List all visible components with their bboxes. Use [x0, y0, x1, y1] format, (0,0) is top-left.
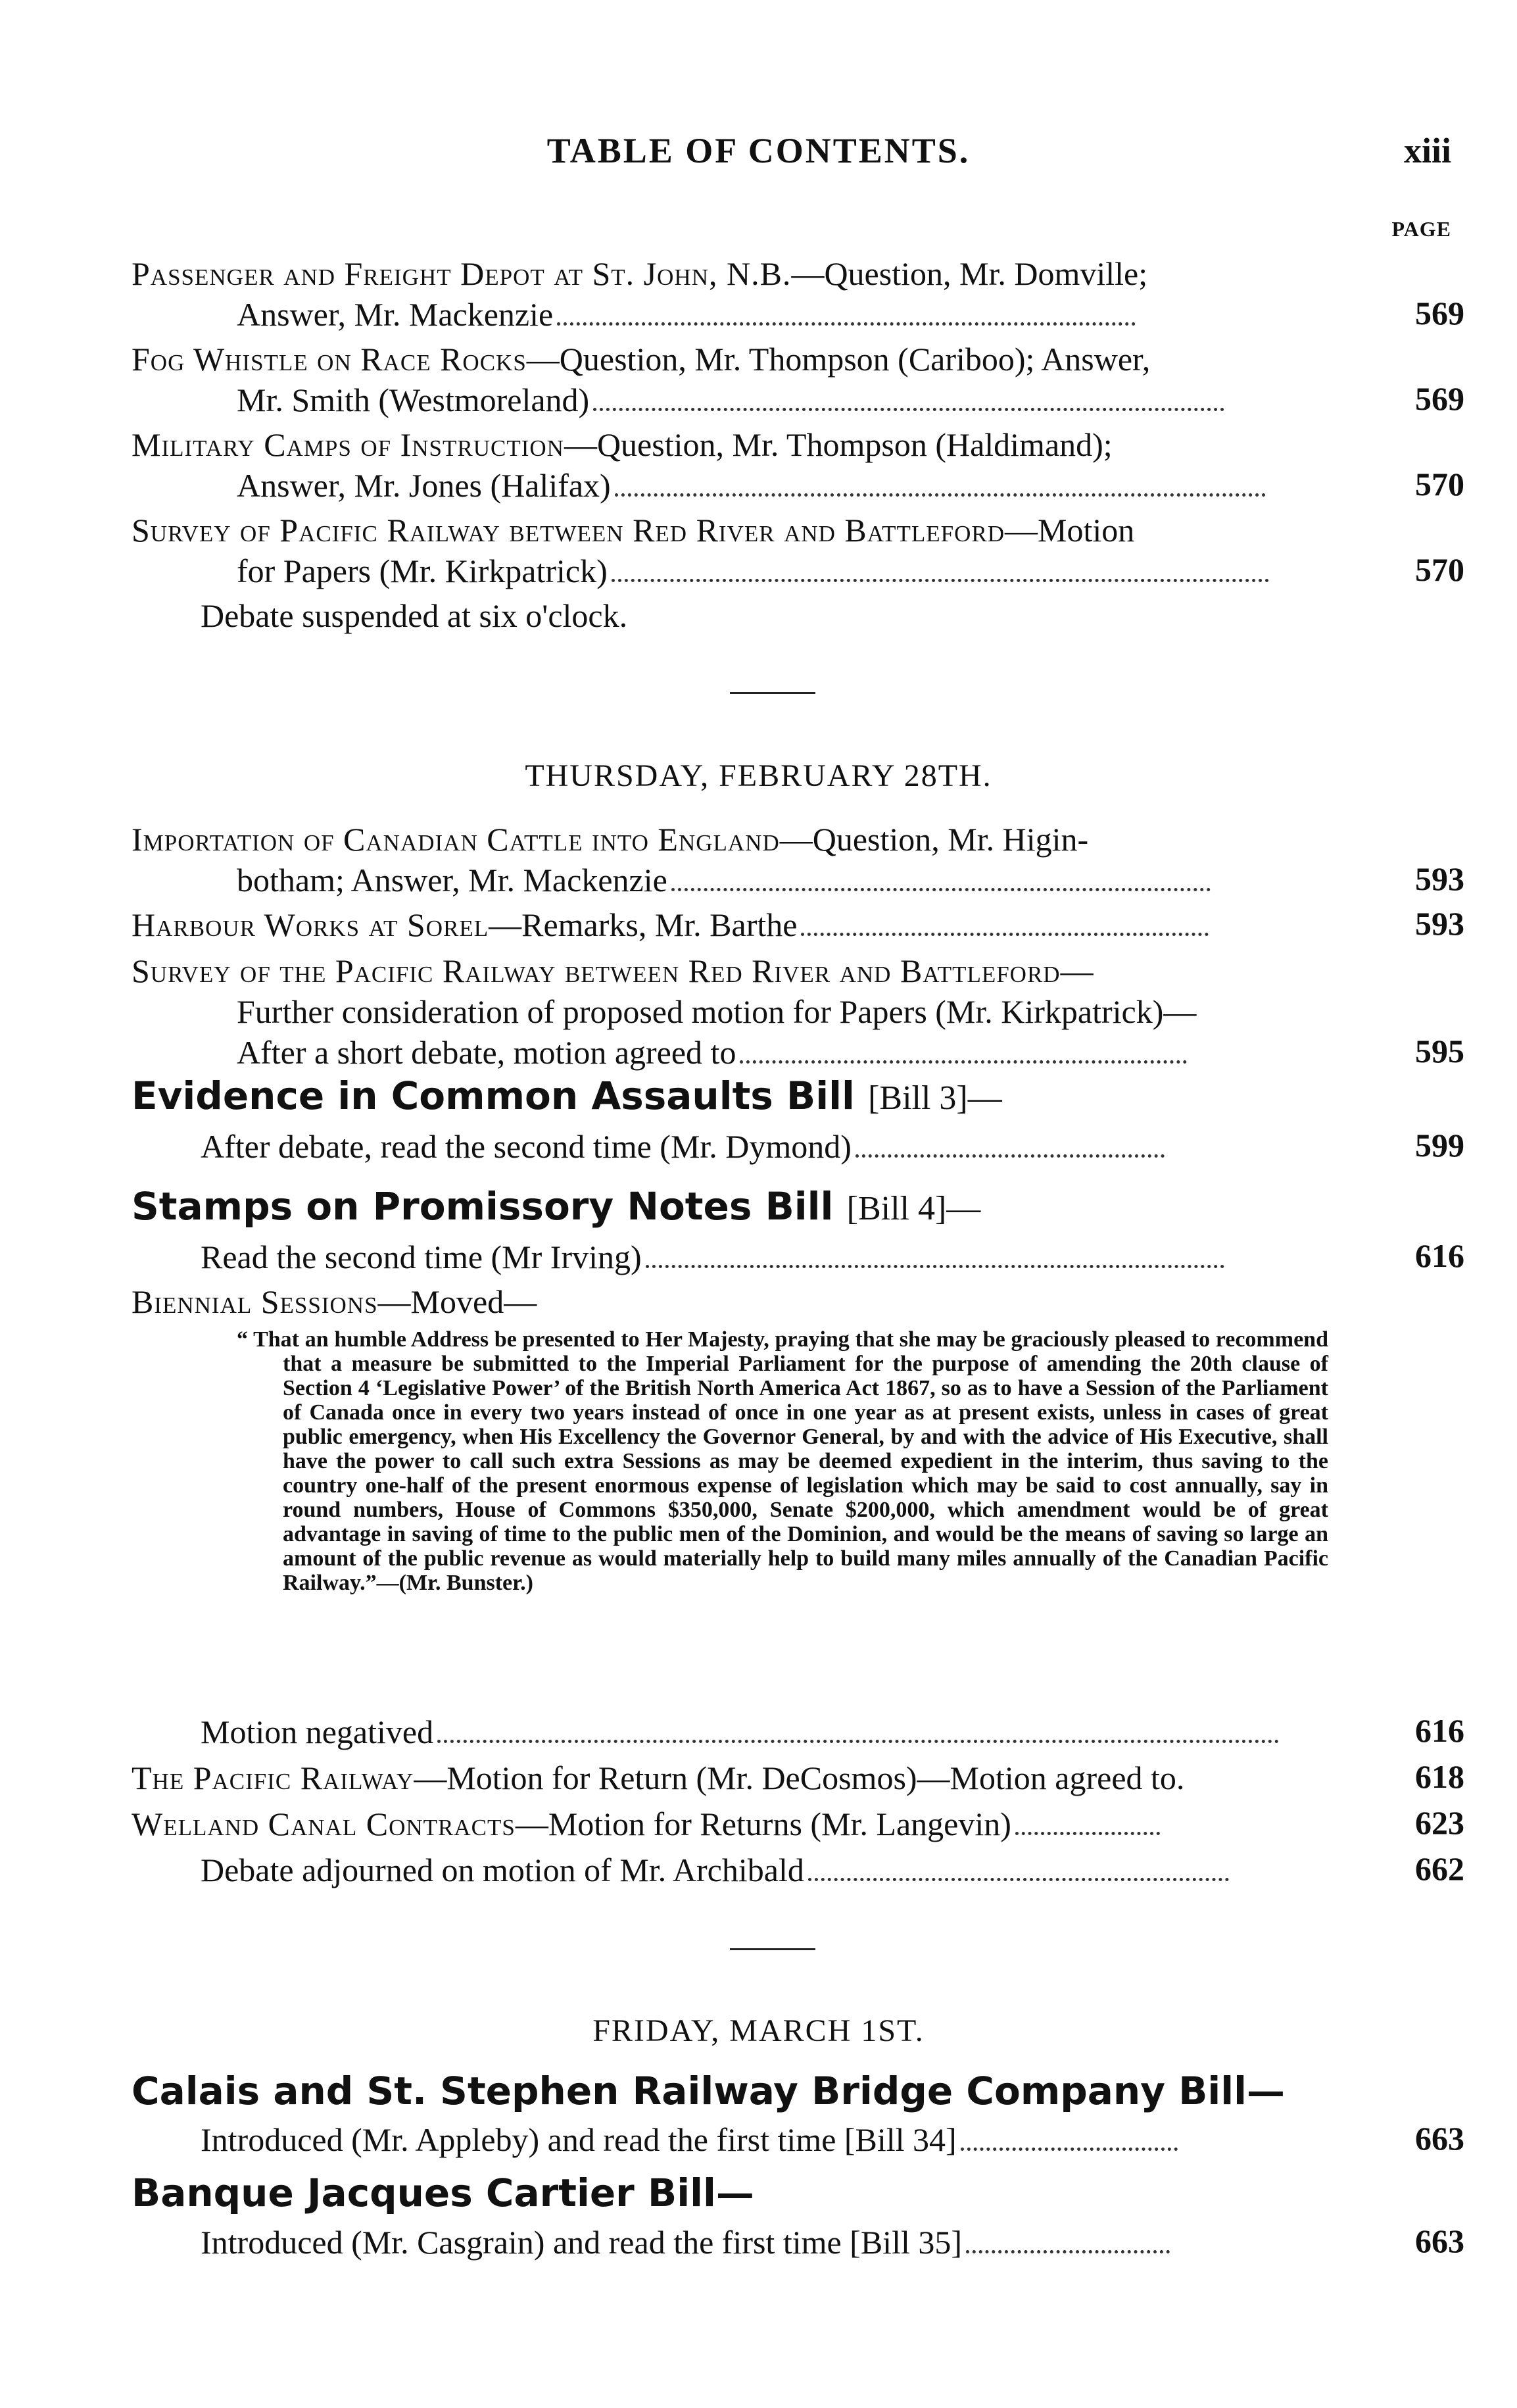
section-rule [730, 692, 815, 694]
page-number: 570 [1415, 551, 1464, 588]
entry-text: Debate adjourned on motion of Mr. Archibald [201, 1852, 804, 1888]
entry-text: —Motion for Return (Mr. DeCosmos)—Motion agreed to. [414, 1759, 1185, 1796]
toc-entry [132, 1281, 1355, 1322]
entry-text: Further consideration of proposed motion for Papers (Mr. Kirkpatrick)— [237, 993, 1197, 1030]
running-title: TABLE OF CONTENTS. [546, 131, 971, 170]
toc-entry [201, 1126, 1332, 1167]
entry-lead: Importation of Canadian Cattle into England [132, 821, 780, 858]
entry-text: —Motion [1005, 512, 1135, 549]
entry-text: —Question, Mr. Higin- [779, 821, 1089, 858]
bill-reference: [Bill 3]— [868, 1079, 1002, 1117]
section-rule [730, 1948, 815, 1950]
toc-entry [132, 904, 1355, 945]
entry-lead: The Pacific Railway [132, 1759, 414, 1796]
page-number: 616 [1415, 1237, 1464, 1274]
entry-lead: Passenger and Freight Depot at St. John, N.B. [132, 255, 792, 292]
entry-text: Introduced (Mr. Appleby) and read the first time [Bill 34] [201, 2121, 957, 2158]
page-number: 663 [1415, 2120, 1464, 2157]
page-number: 662 [1415, 1850, 1464, 1887]
toc-entry [201, 1237, 1332, 1277]
page-number: 593 [1415, 860, 1464, 897]
bill-name: Stamps on Promissory Notes Bill [132, 1184, 834, 1229]
entry-lead: Biennial Sessions [132, 1283, 378, 1320]
entry-text: Read the second time (Mr Irving) [201, 1239, 642, 1275]
entry-text: After debate, read the second time (Mr. Dymond) [201, 1128, 852, 1165]
page-number: 618 [1415, 1758, 1464, 1795]
toc-entry [132, 1757, 1355, 1798]
page-number: 570 [1415, 466, 1464, 503]
section-heading-thursday: THURSDAY, FEBRUARY 28TH. [525, 758, 992, 793]
page-number: 623 [1415, 1804, 1464, 1841]
toc-entry [132, 424, 1355, 506]
page-number: 569 [1415, 380, 1464, 417]
page-number: 595 [1415, 1033, 1464, 1069]
entry-lead: Survey of Pacific Railway between Red River and Battleford [132, 512, 1005, 549]
entry-text: —Remarks, Mr. Barthe [489, 906, 798, 943]
entry-lead: Fog Whistle on Race Rocks [132, 341, 527, 378]
entry-text: — [1060, 952, 1094, 989]
page-number: 599 [1415, 1127, 1464, 1164]
entry-text: —Question, Mr. Thompson (Haldimand); [564, 426, 1113, 463]
bill-name: Evidence in Common Assaults Bill [132, 1073, 855, 1118]
toc-entry [201, 2119, 1332, 2160]
entry-text: Introduced (Mr. Casgrain) and read the first time [Bill 35] [201, 2224, 963, 2261]
entry-lead: Welland Canal Contracts [132, 1806, 516, 1842]
bill-title: Banque Jacques Cartier Bill— [132, 2171, 754, 2215]
toc-entry [132, 339, 1355, 420]
bill-title [132, 1184, 980, 1229]
toc-entry [132, 253, 1355, 335]
debate-suspended: Debate suspended at six o'clock. [201, 597, 628, 634]
bill-title: Calais and St. Stephen Railway Bridge Company Bill— [132, 2069, 1286, 2113]
entry-text: for Papers (Mr. Kirkpatrick) [237, 553, 608, 589]
entry-text: Motion negatived [201, 1713, 434, 1750]
quote-text: “ That an humble Address be presented to Her Majesty, praying that she may be graciously pleased to recommend that a measure be submitted to the Imperial Parliament for the purpose of amending the 20th clause of Section 4 ‘Legislative Power’ of the British North America Act 1867, so as to have a Session of the Parliament of Canada once in every two years instead of once in one year as at present exists, unless in cases of great public emergency, when His Excellency the Governor General, by and with the advice of His Executive, shall have the power to call such extra Sessions as may be deemed expedient in the interim, thus saving to the country one-half of the present enormous expense of legislation which may be said to cost annually, say in round numbers, House of Commons $350,000, Senate $200,000, which amendment would be of great advantage in saving of time to the public men of the Dominion, and would be the means of saving so large an amount of the public revenue as would materially help to build many miles annually of the Canadian Pacific Railway.”—(Mr. Bunster.) [237, 1327, 1328, 1595]
entry-text: Answer, Mr. Mackenzie [237, 296, 554, 333]
toc-entry [132, 950, 1355, 1073]
section-heading-friday: FRIDAY, MARCH 1ST. [592, 2013, 925, 2048]
page-number: 593 [1415, 905, 1464, 942]
bill-reference: [Bill 4]— [846, 1190, 981, 1227]
entry-text: After a short debate, motion agreed to [237, 1034, 736, 1071]
page-number: 569 [1415, 295, 1464, 332]
bill-title [132, 1073, 1002, 1118]
folio: xiii [1403, 131, 1451, 170]
page-number: 616 [1415, 1712, 1464, 1749]
toc-entry [132, 819, 1355, 900]
entry-text: Mr. Smith (Westmoreland) [237, 381, 590, 418]
page-number: 663 [1415, 2223, 1464, 2259]
toc-entry [132, 1804, 1355, 1844]
entry-text: —Moved— [377, 1283, 537, 1320]
entry-text: botham; Answer, Mr. Mackenzie [237, 862, 667, 898]
entry-lead: Harbour Works at Sorel [132, 906, 489, 943]
entry-text: —Question, Mr. Thompson (Cariboo); Answer, [526, 341, 1151, 378]
toc-entry [201, 1850, 1332, 1890]
page-column-label: PAGE [1391, 217, 1451, 241]
toc-entry [201, 1711, 1332, 1752]
motion-quote [237, 1327, 1328, 1595]
entry-text: —Motion for Returns (Mr. Langevin) [515, 1806, 1011, 1842]
toc-entry [201, 2222, 1332, 2263]
entry-lead: Survey of the Pacific Railway between Red River and Battleford [132, 952, 1061, 989]
entry-text: —Question, Mr. Domville; [791, 255, 1148, 292]
toc-entry [132, 510, 1355, 591]
entry-lead: Military Camps of Instruction [132, 426, 564, 463]
entry-text: Answer, Mr. Jones (Halifax) [237, 467, 611, 504]
